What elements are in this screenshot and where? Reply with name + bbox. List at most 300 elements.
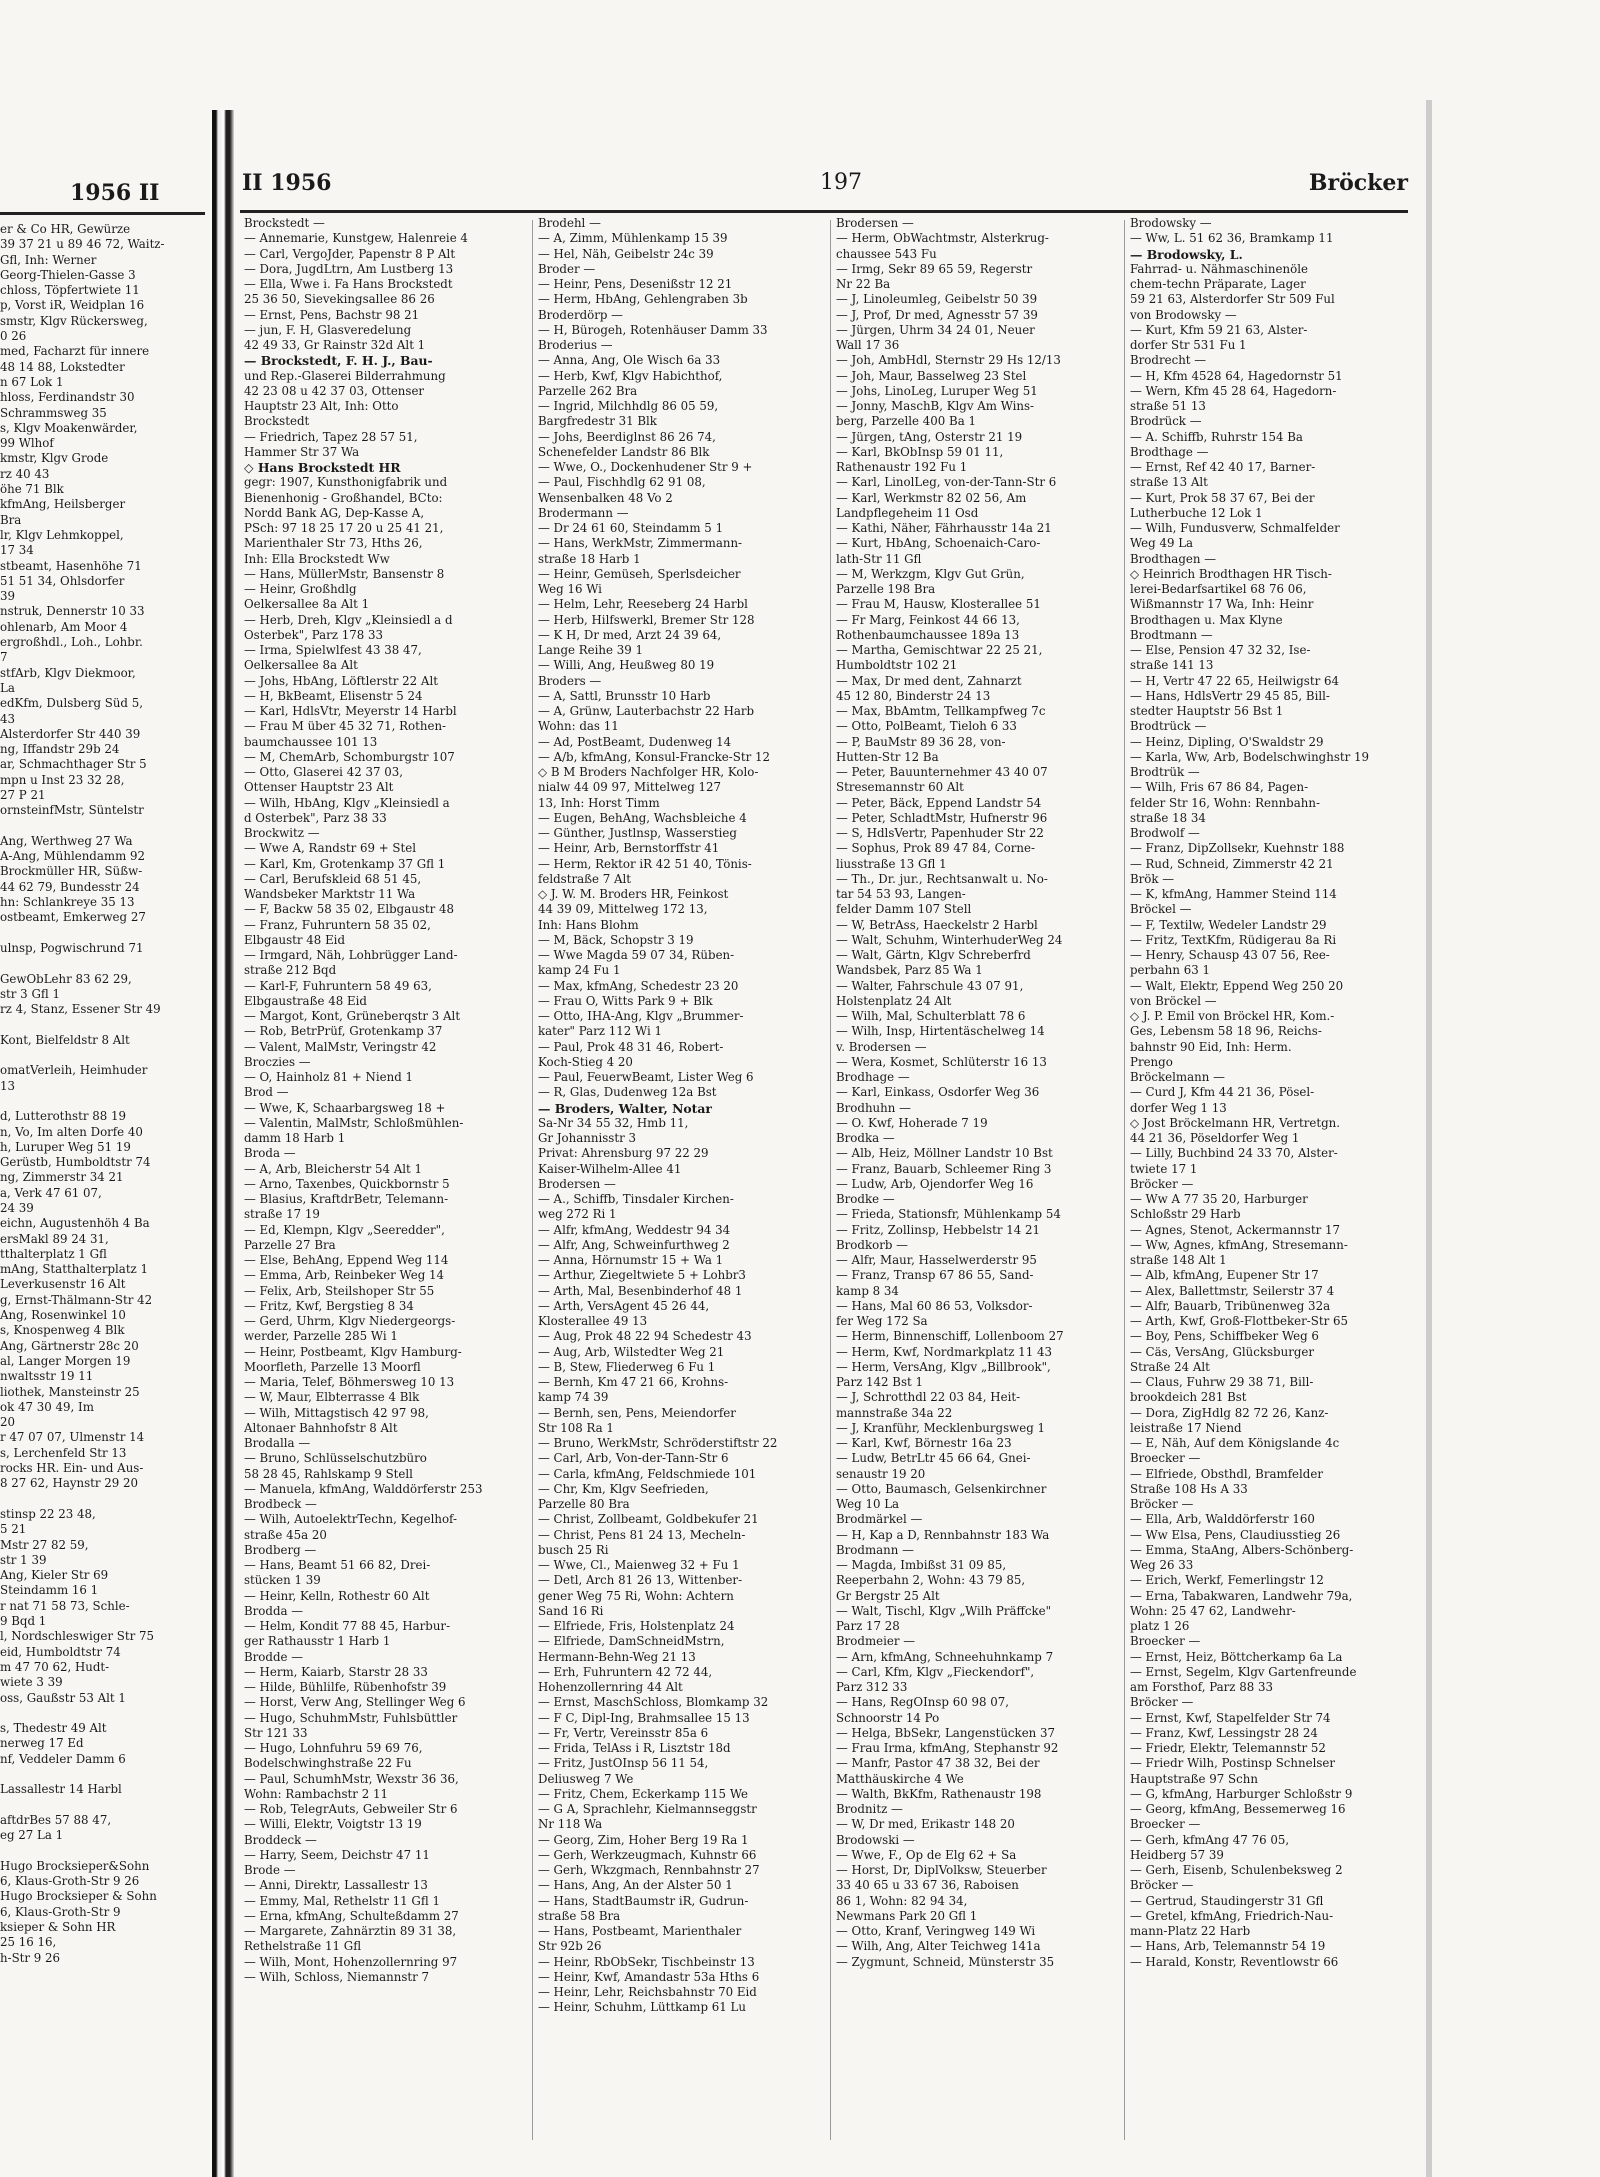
directory-entry: Parzelle 198 Bra (836, 582, 936, 596)
directory-entry: — Erna, kfmAng, Schulteßdamm 27 (244, 1908, 459, 1923)
directory-entry: — Walt, Elektr, Eppend Weg 250 20 (1130, 978, 1344, 993)
left-entry-line: ornsteinfMstr, Süntelstr (0, 803, 144, 818)
directory-entry: — Herm, VersAng, Klgv „Billbrook", (836, 1359, 1051, 1374)
directory-entry: — A, Arb, Bleicherstr 54 Alt 1 (244, 1161, 423, 1176)
directory-entry: Bienenhonig - Großhandel, BCto: (244, 490, 443, 505)
directory-entry: ◇ J. P. Emil von Bröckel HR, Kom.- (1130, 1009, 1335, 1023)
directory-entry: Humboldtstr 102 21 (836, 658, 958, 673)
directory-entry: — J, Kranführ, Mecklenburgsweg 1 (836, 1420, 1046, 1435)
left-entry-line: s, Lerchenfeld Str 13 (0, 1445, 127, 1460)
directory-entry: Klosterallee 49 13 (538, 1314, 648, 1328)
directory-entry: — Herm, HbAng, Gehlengraben 3b (538, 292, 748, 307)
directory-entry: tar 54 53 93, Langen- (836, 887, 966, 901)
directory-entry: — O. Kwf, Hoherade 7 19 (836, 1115, 988, 1130)
left-entry-line: 99 Wlhof (0, 436, 54, 451)
directory-entry: — Wilh, Mal, Schulterblatt 78 6 (836, 1009, 1026, 1023)
directory-entry: — Karl, Einkass, Osdorfer Weg 36 (836, 1085, 1040, 1100)
directory-entry: — Herb, Kwf, Klgv Habichthof, (538, 368, 723, 383)
directory-entry-bold: — Broders, Walter, Notar (538, 1100, 712, 1116)
directory-entry: — Wilh, Insp, Hirtentäschelweg 14 (836, 1024, 1045, 1039)
directory-entry: — Frida, TelAss i R, Lisztstr 18d (538, 1741, 731, 1755)
directory-entry: — W, Maur, Elbterrasse 4 Blk (244, 1390, 420, 1405)
directory-entry: — Else, BehAng, Eppend Weg 114 (244, 1253, 449, 1267)
directory-entry: — Otto, Glaserei 42 37 03, (244, 765, 403, 779)
directory-entry: Brodowski — (836, 1832, 915, 1847)
left-entry-line: h, Luruper Weg 51 19 (0, 1139, 131, 1154)
directory-entry: — Anna, Ang, Ole Wisch 6a 33 (538, 353, 721, 368)
left-entry-line: p, Vorst iR, Weidplan 16 (0, 298, 145, 313)
header-rule (240, 210, 1408, 213)
directory-entry: Fahrrad- u. Nähmaschinenöle (1130, 261, 1308, 276)
directory-entry: — Hans, Mal 60 86 53, Volksdor- (836, 1298, 1033, 1313)
directory-entry: — Herm, Kaiarb, Starstr 28 33 (244, 1664, 428, 1679)
directory-entry: gener Weg 75 Ri, Wohn: Achtern (538, 1588, 734, 1603)
directory-entry: — Rob, BetrPrüf, Grotenkamp 37 (244, 1024, 443, 1039)
left-entry-line: 44 62 79, Bundesstr 24 (0, 879, 140, 894)
directory-entry: — Karl, Werkmstr 82 02 56, Am (836, 490, 1027, 505)
left-entry-line: ersMakl 89 24 31, (0, 1231, 109, 1246)
directory-entry: — Curd J, Kfm 44 21 36, Pösel- (1130, 1085, 1315, 1100)
directory-entry: von Brodowsky — (1130, 307, 1237, 322)
directory-entry: — Arth, Mal, Besenbinderhof 48 1 (538, 1283, 743, 1298)
directory-entry: — Fr Marg, Feinkost 44 66 13, (836, 612, 1020, 627)
left-entry-line: d, Lutterothstr 88 19 (0, 1109, 126, 1124)
directory-entry: — K, kfmAng, Hammer Steind 114 (1130, 887, 1337, 901)
directory-entry: — Wwe, Cl., Maienweg 32 + Fu 1 (538, 1558, 740, 1572)
directory-entry: kamp 74 39 (538, 1390, 609, 1405)
directory-entry: Brodrecht — (1130, 353, 1207, 368)
directory-entry: stedter Hauptstr 56 Bst 1 (1130, 704, 1284, 718)
left-entry-line: 43 (0, 711, 16, 726)
directory-entry: — Gerh, Werkzeugmach, Kuhnstr 66 (538, 1847, 757, 1862)
directory-entry: felder Damm 107 Stell (836, 902, 972, 917)
directory-entry: Brodrück — (1130, 414, 1202, 429)
directory-entry: — Arn, kfmAng, Schneehuhnkamp 7 (836, 1649, 1054, 1664)
left-entry-line: edKfm, Dulsberg Süd 5, (0, 696, 143, 711)
directory-entry: kater" Parz 112 Wi 1 (538, 1024, 662, 1039)
column-divider (1124, 220, 1125, 2140)
directory-entry: Weg 16 Wi (538, 582, 602, 596)
directory-entry: — E, Näh, Auf dem Königslande 4c (1130, 1436, 1340, 1450)
directory-entry: Inh: Ella Brockstedt Ww (244, 551, 390, 566)
directory-entry: Str 108 Ra 1 (538, 1420, 614, 1435)
directory-entry: — Kurt, Prok 58 37 67, Bei der (1130, 490, 1315, 505)
directory-entry: — Hans, Ang, An der Alster 50 1 (538, 1878, 733, 1893)
directory-entry: — Ww Elsa, Pens, Claudiusstieg 26 (1130, 1527, 1341, 1542)
directory-entry: Wohn: Rambachstr 2 11 (244, 1786, 388, 1801)
directory-entry: — Bruno, WerkMstr, Schröderstiftstr 22 (538, 1436, 778, 1450)
directory-entry: — Franz, Bauarb, Schleemer Ring 3 (836, 1161, 1052, 1176)
directory-entry: — Otto, IHA-Ang, Klgv „Brummer- (538, 1009, 744, 1023)
directory-entry: Brodthagen — (1130, 551, 1217, 566)
directory-entry: Straße 24 Alt (1130, 1359, 1210, 1374)
directory-entry: — Frieda, Stationsfr, Mühlenkamp 54 (836, 1207, 1061, 1222)
directory-entry: — Kurt, HbAng, Schoenaich-Caro- (836, 536, 1041, 551)
directory-entry: ◇ Jost Bröckelmann HR, Vertretgn. (1130, 1115, 1341, 1130)
directory-entry: 58 28 45, Rahlskamp 9 Stell (244, 1466, 413, 1481)
directory-entry: Marienthaler Str 73, Hths 26, (244, 536, 423, 551)
directory-entry: Brodwolf — (1130, 826, 1200, 840)
directory-entry: — Hans, StadtBaumstr iR, Gudrun- (538, 1893, 749, 1908)
directory-entry: Brodberg — (244, 1542, 317, 1557)
directory-entry: — Carl, VergoJder, Papenstr 8 P Alt (244, 246, 456, 261)
directory-entry: Hammer Str 37 Wa (244, 444, 360, 459)
directory-entry: — Paul, SchumhMstr, Wexstr 36 36, (244, 1771, 459, 1786)
directory-entry: senaustr 19 20 (836, 1466, 926, 1481)
directory-entry-bold: — Brockstedt, F. H. J., Bau- (244, 353, 433, 369)
directory-entry: — J, Prof, Dr med, Agnesstr 57 39 (836, 307, 1038, 322)
left-entry-line: ulnsp, Pogwischrund 71 (0, 940, 144, 955)
directory-entry: — Heinr, Pens, Desenißstr 12 21 (538, 277, 733, 291)
directory-entry: — Hugo, Lohnfuhru 59 69 76, (244, 1741, 423, 1755)
directory-entry: — Erich, Werkf, Femerlingstr 12 (1130, 1573, 1324, 1588)
directory-entry: — Heinr, Postbeamt, Klgv Hamburg- (244, 1344, 462, 1359)
directory-entry: — P, BauMstr 89 36 28, von- (836, 734, 1006, 749)
left-entry-line: Gerüstb, Humboldtstr 74 (0, 1155, 151, 1170)
directory-entry: — Otto, Baumasch, Gelsenkirchner (836, 1481, 1047, 1496)
directory-entry: — Emma, StaAng, Albers-Schönberg- (1130, 1542, 1354, 1557)
page-edge (1426, 100, 1432, 2177)
directory-entry: Gr Bergstr 25 Alt (836, 1588, 940, 1603)
directory-entry: Straße 108 Hs A 33 (1130, 1481, 1248, 1496)
directory-entry: — Annemarie, Kunstgew, Halenreie 4 (244, 231, 468, 246)
directory-entry: Oelkersallee 8a Alt 1 (244, 597, 370, 612)
directory-entry: chem-techn Präparate, Lager (1130, 277, 1306, 291)
directory-entry: Sand 16 Ri (538, 1603, 604, 1618)
directory-entry: Wensenbalken 48 Vo 2 (538, 490, 673, 505)
directory-entry: — Peter, Bäck, Eppend Landstr 54 (836, 795, 1042, 810)
left-entry-line: ok 47 30 49, Im (0, 1399, 94, 1414)
directory-entry: — Johs, HbAng, Löftlerstr 22 Alt (244, 673, 438, 688)
directory-entry: Altonaer Bahnhofstr 8 Alt (244, 1420, 398, 1435)
directory-entry: — Karl, LinolLeg, von-der-Tann-Str 6 (836, 475, 1057, 490)
directory-entry: Parz 142 Bst 1 (836, 1375, 924, 1389)
directory-entry: — Walter, Fahrschule 43 07 91, (836, 978, 1024, 993)
directory-entry: Brodermann — (538, 505, 629, 520)
directory-entry: — Joh, Maur, Basselweg 23 Stel (836, 368, 1027, 383)
directory-entry: Schloßstr 29 Harb (1130, 1207, 1241, 1222)
directory-entry: — Herm, Binnenschiff, Lollenboom 27 (836, 1329, 1064, 1344)
directory-entry: — Fritz, TextKfm, Rüdigerau 8a Ri (1130, 932, 1337, 947)
directory-entry: — Jürgen, Uhrm 34 24 01, Neuer (836, 322, 1035, 337)
directory-entry: Brodthagen u. Max Klyne (1130, 612, 1283, 627)
left-entry-line: rz 40 43 (0, 466, 50, 481)
directory-entry: Brök — (1130, 871, 1175, 886)
directory-entry: — Henry, Schausp 43 07 56, Ree- (1130, 948, 1330, 962)
left-entry-line: oss, Gaußstr 53 Alt 1 (0, 1690, 126, 1705)
directory-entry: — Anna, Hörnumstr 15 + Wa 1 (538, 1253, 724, 1267)
directory-entry: — F C, Dipl-Ing, Brahmsallee 15 13 (538, 1710, 750, 1725)
left-entry-line: er & Co HR, Gewürze (0, 222, 131, 236)
left-entry-line: ergroßhdl., Loh., Lohbr. (0, 635, 143, 650)
directory-entry: — Helm, Lehr, Reeseberg 24 Harbl (538, 597, 748, 612)
directory-entry: — Martha, Gemischtwar 22 25 21, (836, 643, 1043, 657)
directory-entry: — Erh, Fuhruntern 42 72 44, (538, 1664, 713, 1679)
directory-entry: — Franz, DipZollsekr, Kuehnstr 188 (1130, 841, 1345, 856)
left-entry-line: 5 21 (0, 1522, 27, 1537)
directory-entry: — Heinr, Gemüseh, Sperlsdeicher (538, 566, 741, 581)
left-entry-line (0, 1017, 210, 1032)
directory-entry: — Rob, TelegrAuts, Gebweiler Str 6 (244, 1802, 458, 1816)
left-entry-line (0, 1798, 210, 1813)
directory-entry: chaussee 543 Fu (836, 246, 937, 261)
left-entry-line: al, Langer Morgen 19 (0, 1353, 131, 1368)
directory-entry: — Wilh, Fundusverw, Schmalfelder (1130, 521, 1340, 535)
directory-entry: Heidberg 57 39 (1130, 1847, 1224, 1862)
directory-entry: — H, Kfm 4528 64, Hagedornstr 51 (1130, 368, 1343, 383)
directory-entry: Brodbeck — (244, 1497, 317, 1511)
left-entry-line: s, Klgv Moakenwärder, (0, 420, 138, 435)
directory-entry: — Alfr, Ang, Schweinfurthweg 2 (538, 1237, 730, 1252)
left-entry-line (0, 1492, 210, 1507)
directory-entry: — Gerd, Uhrm, Klgv Niedergeorgs- (244, 1314, 456, 1328)
directory-entry: — Harald, Konstr, Reventlowstr 66 (1130, 1954, 1339, 1969)
directory-entry: — Alb, kfmAng, Eupener Str 17 (1130, 1268, 1319, 1283)
directory-entry: Parzelle 262 Bra (538, 383, 638, 398)
directory-entry: gegr: 1907, Kunsthonigfabrik und (244, 475, 448, 490)
left-entry-line: nf, Veddeler Damm 6 (0, 1751, 126, 1766)
directory-entry: Brodka — (836, 1131, 895, 1145)
left-entry-line: hn: Schlankreye 35 13 (0, 895, 135, 910)
directory-entry: — Friedrich, Tapez 28 57 51, (244, 429, 418, 444)
directory-entry: Ottenser Hauptstr 23 Alt (244, 780, 394, 795)
left-entry-line (0, 956, 210, 971)
directory-entry: dorfer Str 531 Fu 1 (1130, 338, 1247, 352)
columns-area (240, 216, 1408, 2146)
left-entry-line: 48 14 88, Lokstedter (0, 359, 125, 374)
directory-entry: — Felix, Arb, Steilshoper Str 55 (244, 1283, 435, 1298)
directory-entry: Rothenbaumchaussee 189a 13 (836, 627, 1020, 642)
directory-entry: v. Brodersen — (836, 1039, 927, 1054)
directory-entry: Elbgaustraße 48 Eid (244, 993, 367, 1008)
directory-entry: — Valentin, MalMstr, Schloßmühlen- (244, 1115, 464, 1130)
left-entry-line: mAng, Statthalterplatz 1 (0, 1262, 149, 1277)
directory-entry: — Ernst, Pens, Bachstr 98 21 (244, 307, 420, 322)
directory-entry: — Joh, AmbHdl, Sternstr 29 Hs 12/13 (836, 353, 1061, 368)
directory-entry: — Hans, WerkMstr, Zimmermann- (538, 536, 743, 551)
left-entry-line: tthalterplatz 1 Gfl (0, 1246, 107, 1261)
directory-entry: Elbgaustr 48 Eid (244, 932, 345, 947)
directory-entry: — Karl, BkObInsp 59 01 11, (836, 444, 1004, 459)
directory-entry: mann-Platz 22 Harb (1130, 1924, 1251, 1938)
directory-entry: — Karl, HdlsVtr, Meyerstr 14 Harbl (244, 704, 457, 718)
directory-entry: Wißmannstr 17 Wa, Inh: Heinr (1130, 597, 1314, 612)
directory-entry: straße 18 34 (1130, 810, 1206, 825)
directory-entry: feldstraße 7 Alt (538, 871, 632, 886)
directory-entry: — B, Stew, Fliederweg 6 Fu 1 (538, 1359, 716, 1374)
directory-entry: — Ludw, Arb, Ojendorfer Weg 16 (836, 1176, 1034, 1191)
directory-entry: Weg 10 La (836, 1497, 900, 1511)
directory-entry: — Bruno, Schlüsselschutzbüro (244, 1451, 427, 1466)
directory-entry: — Sophus, Prok 89 47 84, Corne- (836, 841, 1035, 856)
directory-entry: straße 212 Bqd (244, 963, 337, 978)
directory-entry: — Boy, Pens, Schiffbeker Weg 6 (1130, 1329, 1319, 1344)
column-divider (830, 220, 831, 2140)
left-page-fragment (0, 120, 210, 2120)
directory-entry: — Herb, Dreh, Klgv „Kleinsiedl a d (244, 612, 453, 627)
directory-entry: — W, Dr med, Erikastr 148 20 (836, 1817, 1015, 1832)
directory-entry: — H, Vertr 47 22 65, Heilwigstr 64 (1130, 673, 1339, 688)
directory-entry: — Gerh, Wkzgmach, Rennbahnstr 27 (538, 1863, 760, 1877)
directory-entry: platz 1 26 (1130, 1619, 1190, 1633)
left-entry-line: Ang, Rosenwinkel 10 (0, 1308, 126, 1323)
directory-entry: — Jürgen, tAng, Osterstr 21 19 (836, 429, 1023, 444)
directory-entry: — Franz, Fuhruntern 58 35 02, (244, 917, 431, 932)
directory-entry: Brodke — (836, 1192, 895, 1206)
directory-entry: Kaiser-Wilhelm-Allee 41 (538, 1161, 682, 1176)
directory-entry: — Elfriede, DamSchneidMstrn, (538, 1634, 725, 1649)
directory-entry: — Erna, Tabakwaren, Landwehr 79a, (1130, 1588, 1353, 1603)
left-entry-line: h-Str 9 26 (0, 1950, 61, 1965)
left-entry-line: omatVerleih, Heimhuder (0, 1063, 148, 1078)
left-entry-line: n 67 Lok 1 (0, 374, 64, 389)
directory-entry: Hutten-Str 12 Ba (836, 749, 939, 764)
directory-entry: — Willi, Ang, Heußweg 80 19 (538, 658, 715, 673)
left-entry-line: Leverkusenstr 16 Alt (0, 1277, 126, 1292)
directory-entry: Bröcker — (1130, 1878, 1194, 1893)
directory-entry: perbahn 63 1 (1130, 963, 1210, 978)
directory-entry: — Alfr, kfmAng, Weddestr 94 34 (538, 1222, 731, 1237)
directory-entry: — W, BetrAss, Haeckelstr 2 Harbl (836, 917, 1038, 932)
left-entry-line: kmstr, Klgv Grode (0, 451, 109, 466)
directory-entry: — Paul, Prok 48 31 46, Robert- (538, 1039, 724, 1054)
directory-entry: — Wera, Kosmet, Schlüterstr 16 13 (836, 1054, 1047, 1069)
left-entry-line: s, Thedestr 49 Alt (0, 1721, 107, 1736)
directory-entry: Osterbek", Parz 178 33 (244, 627, 384, 642)
directory-entry: — Eugen, BehAng, Wachsbleiche 4 (538, 810, 747, 825)
directory-entry: Brockstedt (244, 414, 310, 429)
directory-entry: — Emma, Arb, Reinbeker Weg 14 (244, 1268, 445, 1283)
directory-entry: — Gretel, kfmAng, Friedrich-Nau- (1130, 1908, 1334, 1923)
directory-entry: Wandsbeker Marktstr 11 Wa (244, 887, 416, 901)
directory-entry: 59 21 63, Alsterdorfer Str 509 Ful (1130, 292, 1335, 307)
left-entry-line: Brockmüller HR, Süßw- (0, 864, 143, 879)
left-entry-line: Lassallestr 14 Harbl (0, 1782, 122, 1797)
directory-entry: — Fritz, Zollinsp, Hebbelstr 14 21 (836, 1222, 1041, 1237)
directory-entry: — Wwe, F., Op de Elg 62 + Sa (836, 1847, 1017, 1862)
left-entry-line (0, 926, 210, 941)
left-entry-line: Georg-Thielen-Gasse 3 (0, 267, 136, 282)
directory-entry: — A. Schiffb, Ruhrstr 154 Ba (1130, 429, 1303, 444)
directory-entry: — Arth, Kwf, Groß-Flottbeker-Str 65 (1130, 1314, 1348, 1328)
directory-entry: Broczies — (244, 1054, 311, 1069)
directory-entry: und Rep.-Glaserei Bilderrahmung (244, 368, 446, 383)
directory-entry: Nr 22 Ba (836, 277, 891, 291)
left-entry-line: g, Ernst-Thälmann-Str 42 (0, 1292, 153, 1307)
directory-entry: ger Rathausstr 1 Harb 1 (244, 1634, 391, 1649)
directory-entry: — G, kfmAng, Harburger Schloßstr 9 (1130, 1786, 1353, 1801)
directory-entry: — Dora, JugdLtrn, Am Lustberg 13 (244, 261, 454, 276)
directory-entry: — Lilly, Buchbind 24 33 70, Alster- (1130, 1146, 1338, 1161)
directory-entry: Broda — (244, 1146, 296, 1161)
left-entry-line: nstruk, Dennerstr 10 33 (0, 604, 145, 619)
directory-entry: — Chr, Km, Klgv Seefrieden, (538, 1481, 709, 1496)
directory-entry: — Georg, Zim, Hoher Berg 19 Ra 1 (538, 1832, 749, 1847)
directory-entry: — Ella, Arb, Walddörferstr 160 (1130, 1512, 1315, 1527)
directory-entry: — H, Kap a D, Rennbahnstr 183 Wa (836, 1527, 1050, 1542)
directory-entry: — Walt, Gärtn, Klgv Schreberfrd (836, 948, 1031, 962)
left-entry-line: La (0, 680, 15, 695)
directory-entry: 13, Inh: Horst Timm (538, 795, 660, 810)
directory-entry: 45 12 80, Binderstr 24 13 (836, 688, 991, 703)
directory-entry: 86 1, Wohn: 82 94 34, (836, 1893, 968, 1908)
directory-entry: 42 49 33, Gr Rainstr 32d Alt 1 (244, 338, 426, 352)
left-entry-line: str 3 Gfl 1 (0, 986, 60, 1001)
directory-entry: — Margot, Kont, Grüneberqstr 3 Alt (244, 1009, 461, 1023)
directory-entry: — S, HdlsVertr, Papenhuder Str 22 (836, 826, 1044, 840)
directory-entry: — Walth, BkKfm, Rathenaustr 198 (836, 1786, 1042, 1801)
directory-entry: — Heinr, Lehr, Reichsbahnstr 70 Eid (538, 1985, 757, 1999)
left-entry-line: nerweg 17 Ed (0, 1736, 84, 1751)
directory-entry: — Paul, Fischhdlg 62 91 08, (538, 475, 706, 490)
directory-entry: Broders — (538, 673, 602, 688)
directory-entry: — Horst, Verw Ang, Stellinger Weg 6 (244, 1695, 466, 1710)
left-entry-line: 7 (0, 650, 8, 665)
directory-entry: Weg 49 La (1130, 536, 1194, 551)
directory-entry: — Hel, Näh, Geibelstr 24c 39 (538, 246, 714, 261)
directory-entry: — F, Textilw, Wedeler Landstr 29 (1130, 917, 1327, 932)
directory-entry: — Heinr, Kelln, Rothestr 60 Alt (244, 1588, 430, 1603)
directory-entry: Reeperbahn 2, Wohn: 43 79 85, (836, 1573, 1026, 1588)
left-entry-line: 9 Bqd 1 (0, 1614, 47, 1629)
directory-entry: Broderdörp — (538, 307, 623, 322)
directory-entry: — Arno, Taxenbes, Quickbornstr 5 (244, 1176, 450, 1191)
directory-entry: — A., Schiffb, Tinsdaler Kirchen- (538, 1192, 734, 1206)
directory-entry: — Ella, Wwe i. Fa Hans Brockstedt (244, 277, 453, 291)
directory-entry: lerei-Bedarfsartikel 68 76 06, (1130, 582, 1307, 596)
directory-entry: — Frau Irma, kfmAng, Stephanstr 92 (836, 1741, 1059, 1755)
left-entry-line: Gfl, Inh: Werner (0, 252, 97, 267)
directory-entry: — Ernst, Segelm, Klgv Gartenfreunde (1130, 1664, 1357, 1679)
directory-entry: — Cäs, VersAng, Glücksburger (1130, 1344, 1315, 1359)
directory-entry: — Wilh, Ang, Alter Teichweg 141a (836, 1939, 1041, 1954)
directory-entry: Hohenzollernring 44 Alt (538, 1680, 683, 1694)
left-entry-line: ksieper & Sohn HR (0, 1919, 116, 1934)
directory-entry: Brodkorb — (836, 1237, 908, 1252)
left-entry-line: Bra (0, 512, 22, 527)
directory-entry: — A, Grünw, Lauterbachstr 22 Harb (538, 704, 755, 718)
directory-entry: Broddeck — (244, 1832, 317, 1847)
directory-entry: — Otto, PolBeamt, Tieloh 6 33 (836, 719, 1017, 734)
directory-entry: — Willi, Elektr, Voigtstr 13 19 (244, 1817, 422, 1832)
directory-entry: — Irmgard, Näh, Lohbrügger Land- (244, 948, 458, 962)
directory-entry: straße 51 13 (1130, 399, 1206, 413)
directory-entry: ◇ J. W. M. Broders HR, Feinkost (538, 887, 729, 901)
directory-entry: — Ad, PostBeamt, Dudenweg 14 (538, 734, 732, 749)
directory-entry-bold: — Brodowsky, L. (1130, 246, 1243, 262)
directory-entry: Schnoorstr 14 Po (836, 1710, 940, 1725)
directory-entry: PSch: 97 18 25 17 20 u 25 41 21, (244, 521, 444, 535)
directory-entry: — Johs, LinoLeg, Luruper Weg 51 (836, 383, 1038, 398)
directory-entry: — Wilh, Mont, Hohenzollernring 97 (244, 1954, 458, 1969)
directory-entry: — Carl, Kfm, Klgv „Fieckendorf", (836, 1664, 1035, 1679)
directory-entry: — Fr, Vertr, Vereinsstr 85a 6 (538, 1725, 709, 1740)
directory-entry: Brod — (244, 1085, 289, 1100)
directory-entry: — Detl, Arch 81 26 13, Wittenber- (538, 1573, 743, 1588)
directory-entry: Broderius — (538, 338, 613, 352)
directory-entry: — Ernst, Ref 42 40 17, Barner- (1130, 460, 1316, 474)
directory-entry: — Hilde, Bühlilfe, Rübenhofstr 39 (244, 1680, 447, 1694)
directory-entry: — Aug, Prok 48 22 94 Schedestr 43 (538, 1329, 752, 1344)
directory-entry: kamp 8 34 (836, 1283, 899, 1298)
directory-entry: 33 40 65 u 33 67 36, Raboisen (836, 1878, 1019, 1893)
directory-entry: — Wwe Magda 59 07 34, Rüben- (538, 948, 735, 962)
directory-entry: Newmans Park 20 Gfl 1 (836, 1908, 978, 1923)
directory-entry: Inh: Hans Blohm (538, 917, 639, 932)
directory-entry: — Dr 24 61 60, Steindamm 5 1 (538, 521, 724, 535)
directory-entry: Brodmeier — (836, 1634, 916, 1649)
directory-entry: am Forsthof, Parz 88 33 (1130, 1680, 1274, 1694)
